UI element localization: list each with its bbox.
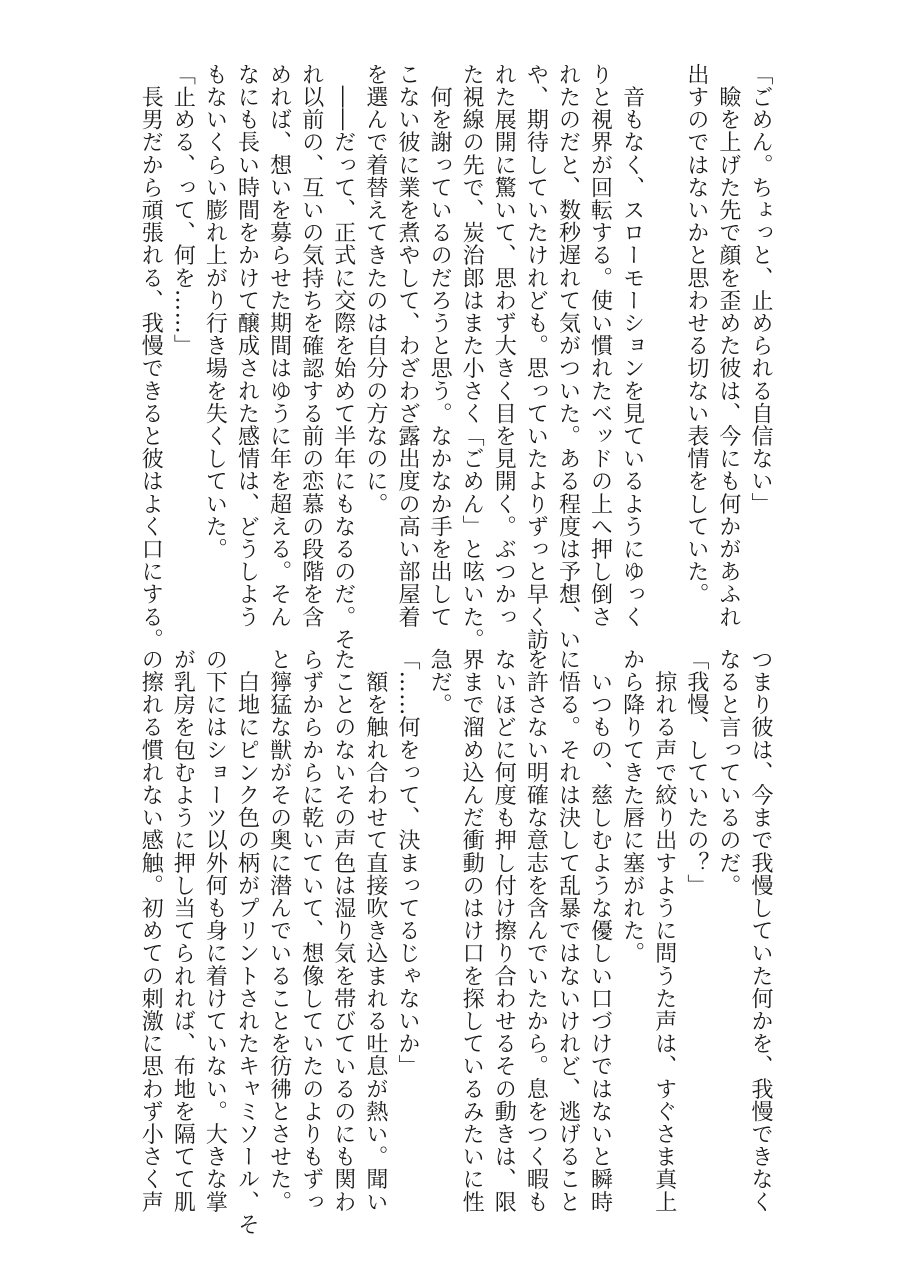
text-line: 急だ。 xyxy=(427,648,453,716)
text-line: 「ごめん。ちょっと、止められる自信ない」 xyxy=(748,63,773,515)
text-line: 「……何をって、決まってるじゃないか」 xyxy=(394,648,420,1078)
text-line: つまり彼は、今まで我慢していた何かを、我慢できなく xyxy=(748,648,773,1213)
text-line: なると言っているのだ。 xyxy=(715,648,741,897)
text-line: 瞼を上げた先で顔を歪めた彼は、今にも何かがあふれ xyxy=(715,63,741,628)
text-line: 「我慢、していたの？」 xyxy=(683,648,709,897)
text-line: ――だって、正式に交際を始めて半年にもなるのだ。そ xyxy=(330,63,356,651)
text-line: が乳房を包むように押し当てられれば、布地を隔てて肌 xyxy=(170,648,196,1213)
text-line: れ以前の、互いの気持ちを確認する前の恋慕の段階を含 xyxy=(298,63,324,628)
text-line: に悟る。それは決して乱暴ではないけれど、逃げること xyxy=(555,648,581,1213)
text-block-top xyxy=(134,63,776,651)
text-line: を選んで着替えてきたのは自分の方なのに。 xyxy=(362,63,388,515)
text-line: 額を触れ合わせて直接吹き込まれる吐息が熱い。聞い xyxy=(362,648,388,1213)
text-line: 白地にピンク色の柄がプリントされたキャミソール、そ xyxy=(234,648,260,1236)
text-line: めれば、想いを募らせた期間はゆうに年を超える。そん xyxy=(266,63,292,628)
paragraph-gap xyxy=(648,63,680,623)
text-line: と獰猛な獣がその奥に潜んでいることを彷彿とさせた。 xyxy=(266,648,292,1213)
text-line: りと視界が回転する。使い慣れたベッドの上へ押し倒さ xyxy=(587,63,613,628)
text-line: た視線の先で、炭治郎はまた小さく「ごめん」と呟いた。 xyxy=(459,63,485,651)
text-line: を許さない明確な意志を含んでいたから。息をつく暇も xyxy=(523,648,549,1213)
text-line: 掠れる声で絞り出すように問うた声は、すぐさま真上 xyxy=(651,648,677,1213)
text-line: いつもの、慈しむような優しい口づけではないと瞬時 xyxy=(587,648,613,1213)
text-line: たことのないその声色は湿り気を帯びているのにも関わ xyxy=(330,648,356,1213)
text-line: れたのだと、数秒遅れて気がついた。ある程度は予想、い xyxy=(555,63,581,651)
text-line: の擦れる慣れない感触。初めての刺激に思わず小さく声 xyxy=(138,648,164,1213)
text-line: こない彼に業を煮やして、わざわざ露出度の高い部屋着 xyxy=(394,63,420,628)
text-line: 何を謝っているのだろうと思う。なかなか手を出して xyxy=(427,63,453,628)
text-line: や、期待していたけれども。思っていたよりずっと早く訪 xyxy=(523,63,549,651)
text-line: もないくらい膨れ上がり行き場を失くしていた。 xyxy=(202,63,228,561)
text-line: らずからからに乾いていて、想像していたのよりもずっ xyxy=(298,648,324,1213)
text-line: から降りてきた唇に塞がれた。 xyxy=(619,648,645,965)
text-line: なにも長い時間をかけて醸成された感情は、どうしよう xyxy=(234,63,260,628)
text-line: 界まで溜め込んだ衝動のはけ口を探しているみたいに性 xyxy=(459,648,485,1213)
text-line: れた展開に驚いて、思わず大きく目を見開く。ぶつかっ xyxy=(491,63,517,628)
text-line: ないほどに何度も押し付け擦り合わせるその動きは、限 xyxy=(491,648,517,1213)
text-line: 長男だから頑張れる、我慢できると彼はよく口にする。 xyxy=(138,63,164,651)
text-line: の下にはショーツ以外何も身に着けていない。大きな掌 xyxy=(202,648,228,1213)
text-line: 出すのではないかと思わせる切ない表情をしていた。 xyxy=(683,63,709,606)
text-block-bottom xyxy=(134,648,776,1236)
text-line: 音もなく、スローモーションを見ているようにゆっく xyxy=(619,63,645,628)
text-line: 「止める、って、何を……」 xyxy=(170,63,196,357)
